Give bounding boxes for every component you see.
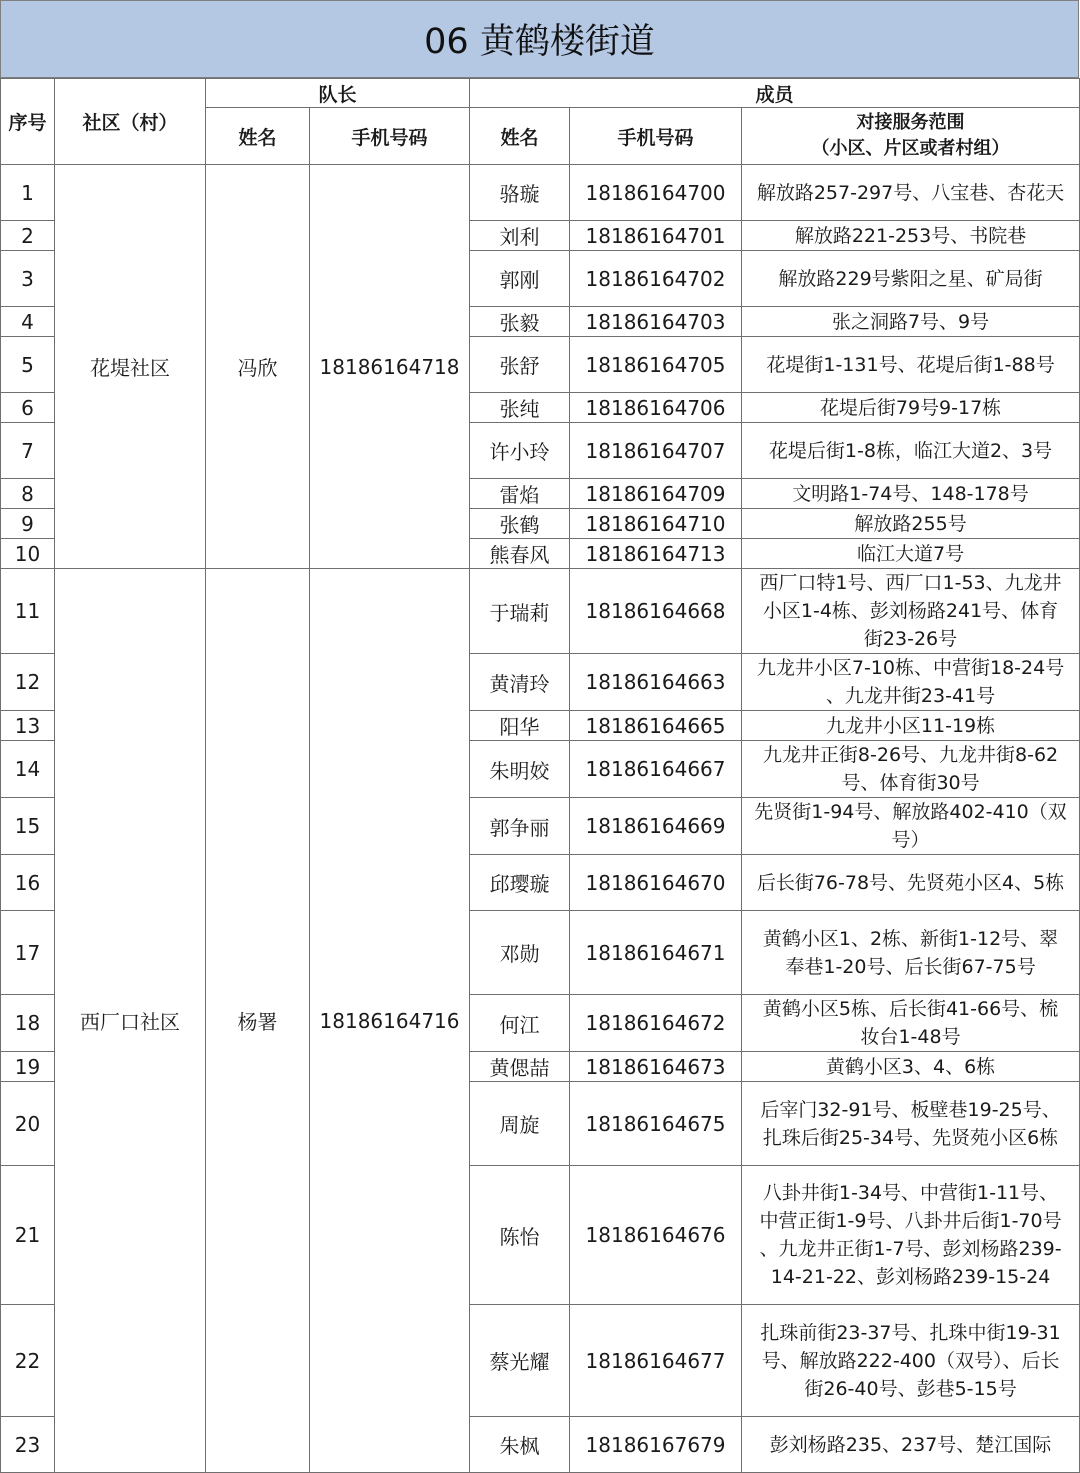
community-cell: 花堤社区 [55, 165, 206, 569]
leader-name-cell: 杨署 [206, 569, 310, 1473]
service-scope-cell: 花堤街1-131号、花堤后街1-88号 [742, 337, 1080, 393]
member-phone-cell: 18186164676 [570, 1166, 742, 1305]
service-scope-cell: 解放路257-297号、八宝巷、杏花天 [742, 165, 1080, 221]
row-index: 21 [1, 1166, 55, 1305]
member-name-cell: 郭刚 [470, 251, 570, 307]
row-index: 9 [1, 509, 55, 539]
service-scope-cell: 九龙井小区11-19栋 [742, 711, 1080, 741]
row-index: 14 [1, 741, 55, 798]
leader-name-cell: 冯欣 [206, 165, 310, 569]
leader-phone-cell: 18186164716 [310, 569, 470, 1473]
member-phone-cell: 18186164705 [570, 337, 742, 393]
row-index: 18 [1, 995, 55, 1052]
table-row [1, 165, 1080, 221]
service-scope-cell: 扎珠前街23-37号、扎珠中街19-31 号、解放路222-400（双号）、后长 街26-40号、彭巷5-15号 [742, 1305, 1080, 1417]
member-phone-cell: 18186164669 [570, 798, 742, 855]
member-phone-cell: 18186164667 [570, 741, 742, 798]
member-name-cell: 张舒 [470, 337, 570, 393]
service-scope-cell: 西厂口特1号、西厂口1-53、九龙井 小区1-4栋、彭刘杨路241号、体育 街23-26号 [742, 569, 1080, 654]
member-phone-cell: 18186164675 [570, 1082, 742, 1166]
header-members-group: 成员 [470, 79, 1080, 108]
service-scope-cell: 黄鹤小区1、2栋、新街1-12号、翠 奉巷1-20号、后长街67-75号 [742, 911, 1080, 995]
member-name-cell: 许小玲 [470, 423, 570, 479]
table-row [1, 569, 1080, 654]
service-scope-cell: 八卦井街1-34号、中营街1-11号、 中营正街1-9号、八卦井后街1-70号 、九龙井正街1-7号、彭刘杨路239- 14-21-22、彭刘杨路239-15-24 [742, 1166, 1080, 1305]
member-phone-cell: 18186164671 [570, 911, 742, 995]
member-name-cell: 邱璎璇 [470, 855, 570, 911]
member-name-cell: 雷焰 [470, 479, 570, 509]
member-name-cell: 刘利 [470, 221, 570, 251]
header-index: 序号 [1, 79, 55, 165]
row-index: 11 [1, 569, 55, 654]
service-scope-cell: 张之洞路7号、9号 [742, 307, 1080, 337]
member-phone-cell: 18186164709 [570, 479, 742, 509]
service-scope-cell: 临江大道7号 [742, 539, 1080, 569]
member-name-cell: 张纯 [470, 393, 570, 423]
header-leader-group: 队长 [206, 79, 470, 108]
member-name-cell: 朱明姣 [470, 741, 570, 798]
service-scope-cell: 先贤街1-94号、解放路402-410（双 号） [742, 798, 1080, 855]
row-index: 23 [1, 1417, 55, 1473]
service-scope-cell: 九龙井正街8-26号、九龙井街8-62 号、体育街30号 [742, 741, 1080, 798]
member-name-cell: 何江 [470, 995, 570, 1052]
service-scope-cell: 花堤后街79号9-17栋 [742, 393, 1080, 423]
header-community: 社区（村） [55, 79, 206, 165]
leader-phone-cell: 18186164718 [310, 165, 470, 569]
row-index: 15 [1, 798, 55, 855]
member-name-cell: 郭争丽 [470, 798, 570, 855]
row-index: 20 [1, 1082, 55, 1166]
row-index: 17 [1, 911, 55, 995]
member-name-cell: 黄清玲 [470, 654, 570, 711]
row-index: 8 [1, 479, 55, 509]
row-index: 1 [1, 165, 55, 221]
member-phone-cell: 18186164663 [570, 654, 742, 711]
member-phone-cell: 18186164670 [570, 855, 742, 911]
member-phone-cell: 18186164702 [570, 251, 742, 307]
member-name-cell: 于瑞莉 [470, 569, 570, 654]
sheet-title: 06 黄鹤楼街道 [0, 0, 1079, 78]
member-phone-cell: 18186164703 [570, 307, 742, 337]
member-phone-cell: 18186167679 [570, 1417, 742, 1473]
member-name-cell: 黄偲喆 [470, 1052, 570, 1082]
roster-table [0, 78, 1080, 1473]
member-name-cell: 张鹤 [470, 509, 570, 539]
service-scope-cell: 后长街76-78号、先贤苑小区4、5栋 [742, 855, 1080, 911]
member-phone-cell: 18186164665 [570, 711, 742, 741]
row-index: 2 [1, 221, 55, 251]
header-scope: 对接服务范围 （小区、片区或者村组） [742, 108, 1080, 165]
member-name-cell: 邓勋 [470, 911, 570, 995]
member-phone-cell: 18186164700 [570, 165, 742, 221]
member-phone-cell: 18186164673 [570, 1052, 742, 1082]
member-phone-cell: 18186164668 [570, 569, 742, 654]
row-index: 4 [1, 307, 55, 337]
row-index: 7 [1, 423, 55, 479]
header-member-name: 姓名 [470, 108, 570, 165]
member-phone-cell: 18186164710 [570, 509, 742, 539]
member-name-cell: 周旋 [470, 1082, 570, 1166]
member-name-cell: 张毅 [470, 307, 570, 337]
service-scope-cell: 解放路221-253号、书院巷 [742, 221, 1080, 251]
row-index: 5 [1, 337, 55, 393]
member-name-cell: 朱枫 [470, 1417, 570, 1473]
header-member-phone: 手机号码 [570, 108, 742, 165]
member-phone-cell: 18186164707 [570, 423, 742, 479]
member-name-cell: 熊春风 [470, 539, 570, 569]
row-index: 3 [1, 251, 55, 307]
member-phone-cell: 18186164713 [570, 539, 742, 569]
header-row-1 [1, 79, 1080, 108]
row-index: 16 [1, 855, 55, 911]
service-scope-cell: 后宰门32-91号、板壁巷19-25号、 扎珠后街25-34号、先贤苑小区6栋 [742, 1082, 1080, 1166]
member-name-cell: 阳华 [470, 711, 570, 741]
member-phone-cell: 18186164701 [570, 221, 742, 251]
row-index: 10 [1, 539, 55, 569]
community-cell: 西厂口社区 [55, 569, 206, 1473]
service-scope-cell: 花堤后街1-8栋，临江大道2、3号 [742, 423, 1080, 479]
header-leader-name: 姓名 [206, 108, 310, 165]
service-scope-cell: 黄鹤小区5栋、后长街41-66号、梳 妆台1-48号 [742, 995, 1080, 1052]
row-index: 19 [1, 1052, 55, 1082]
member-phone-cell: 18186164706 [570, 393, 742, 423]
row-index: 22 [1, 1305, 55, 1417]
row-index: 12 [1, 654, 55, 711]
service-scope-cell: 文明路1-74号、148-178号 [742, 479, 1080, 509]
member-name-cell: 骆璇 [470, 165, 570, 221]
member-name-cell: 蔡光耀 [470, 1305, 570, 1417]
service-scope-cell: 解放路229号紫阳之星、矿局街 [742, 251, 1080, 307]
service-scope-cell: 九龙井小区7-10栋、中营街18-24号 、九龙井街23-41号 [742, 654, 1080, 711]
service-scope-cell: 彭刘杨路235、237号、楚江国际 [742, 1417, 1080, 1473]
row-index: 13 [1, 711, 55, 741]
header-leader-phone: 手机号码 [310, 108, 470, 165]
service-scope-cell: 黄鹤小区3、4、6栋 [742, 1052, 1080, 1082]
service-scope-cell: 解放路255号 [742, 509, 1080, 539]
member-phone-cell: 18186164672 [570, 995, 742, 1052]
member-name-cell: 陈怡 [470, 1166, 570, 1305]
member-phone-cell: 18186164677 [570, 1305, 742, 1417]
row-index: 6 [1, 393, 55, 423]
